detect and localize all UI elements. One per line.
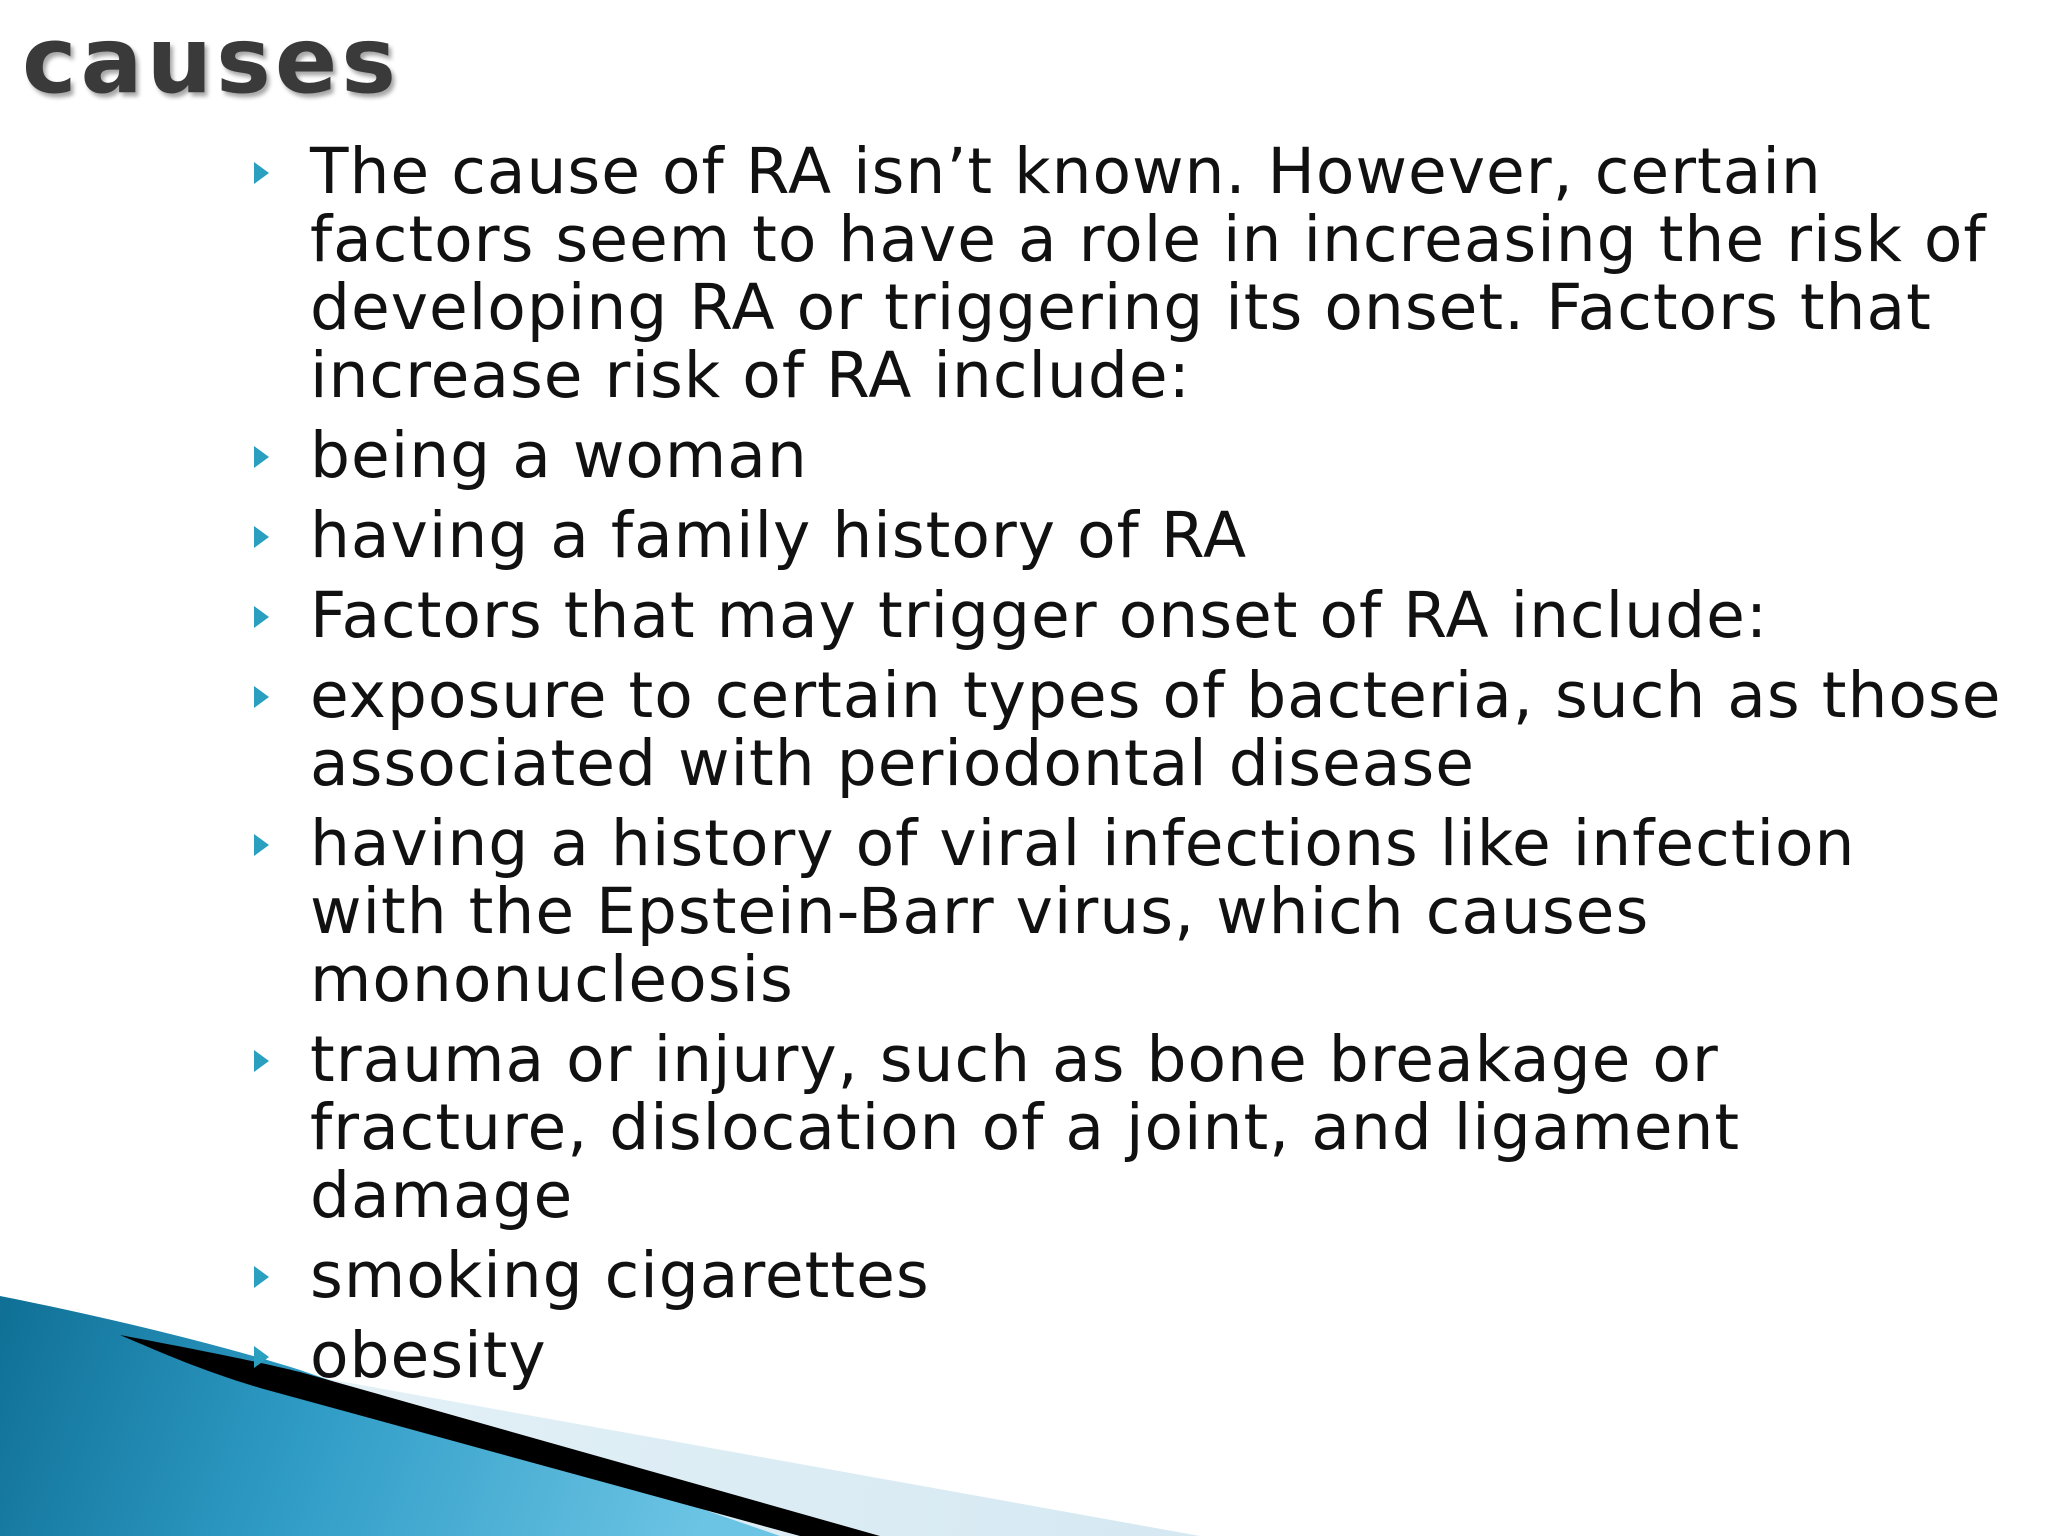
bullet-text: being a woman <box>310 419 808 492</box>
bullet-list <box>250 135 2010 1402</box>
triangle-bullet-icon <box>254 606 269 628</box>
bullet-text: having a family history of RA <box>310 499 1248 572</box>
bullet-item <box>250 807 2010 1016</box>
triangle-bullet-icon <box>254 446 269 468</box>
bullet-text: obesity <box>310 1319 547 1392</box>
bullet-text: exposure to certain types of bacteria, such as those associated with periodontal disease <box>310 659 2002 800</box>
bullet-item <box>250 1023 2010 1232</box>
triangle-bullet-icon <box>254 1050 269 1072</box>
bullet-item <box>250 659 2010 800</box>
slide-title: causes <box>22 7 401 114</box>
bullet-text: trauma or injury, such as bone breakage or fracture, dislocation of a joint, and ligament damage <box>310 1023 1741 1232</box>
bullet-text: smoking cigarettes <box>310 1239 930 1312</box>
bullet-text: The cause of RA isn’t known. However, certain factors seem to have a role in increasing the risk of developing RA or triggering its onset. Factors that increase risk of RA include: <box>310 135 1987 412</box>
bullet-item <box>250 1319 2010 1392</box>
bullet-item <box>250 1239 2010 1312</box>
triangle-bullet-icon <box>254 686 269 708</box>
triangle-bullet-icon <box>254 162 269 184</box>
bullet-text: having a history of viral infections like infection with the Epstein-Barr virus, which causes mononucleosis <box>310 807 1856 1016</box>
bullet-item <box>250 499 2010 572</box>
bullet-item <box>250 135 2010 412</box>
triangle-bullet-icon <box>254 526 269 548</box>
triangle-bullet-icon <box>254 834 269 856</box>
triangle-bullet-icon <box>254 1346 269 1368</box>
bullet-item <box>250 419 2010 492</box>
bullet-item <box>250 579 2010 652</box>
bullet-text: Factors that may trigger onset of RA include: <box>310 579 1769 652</box>
triangle-bullet-icon <box>254 1266 269 1288</box>
